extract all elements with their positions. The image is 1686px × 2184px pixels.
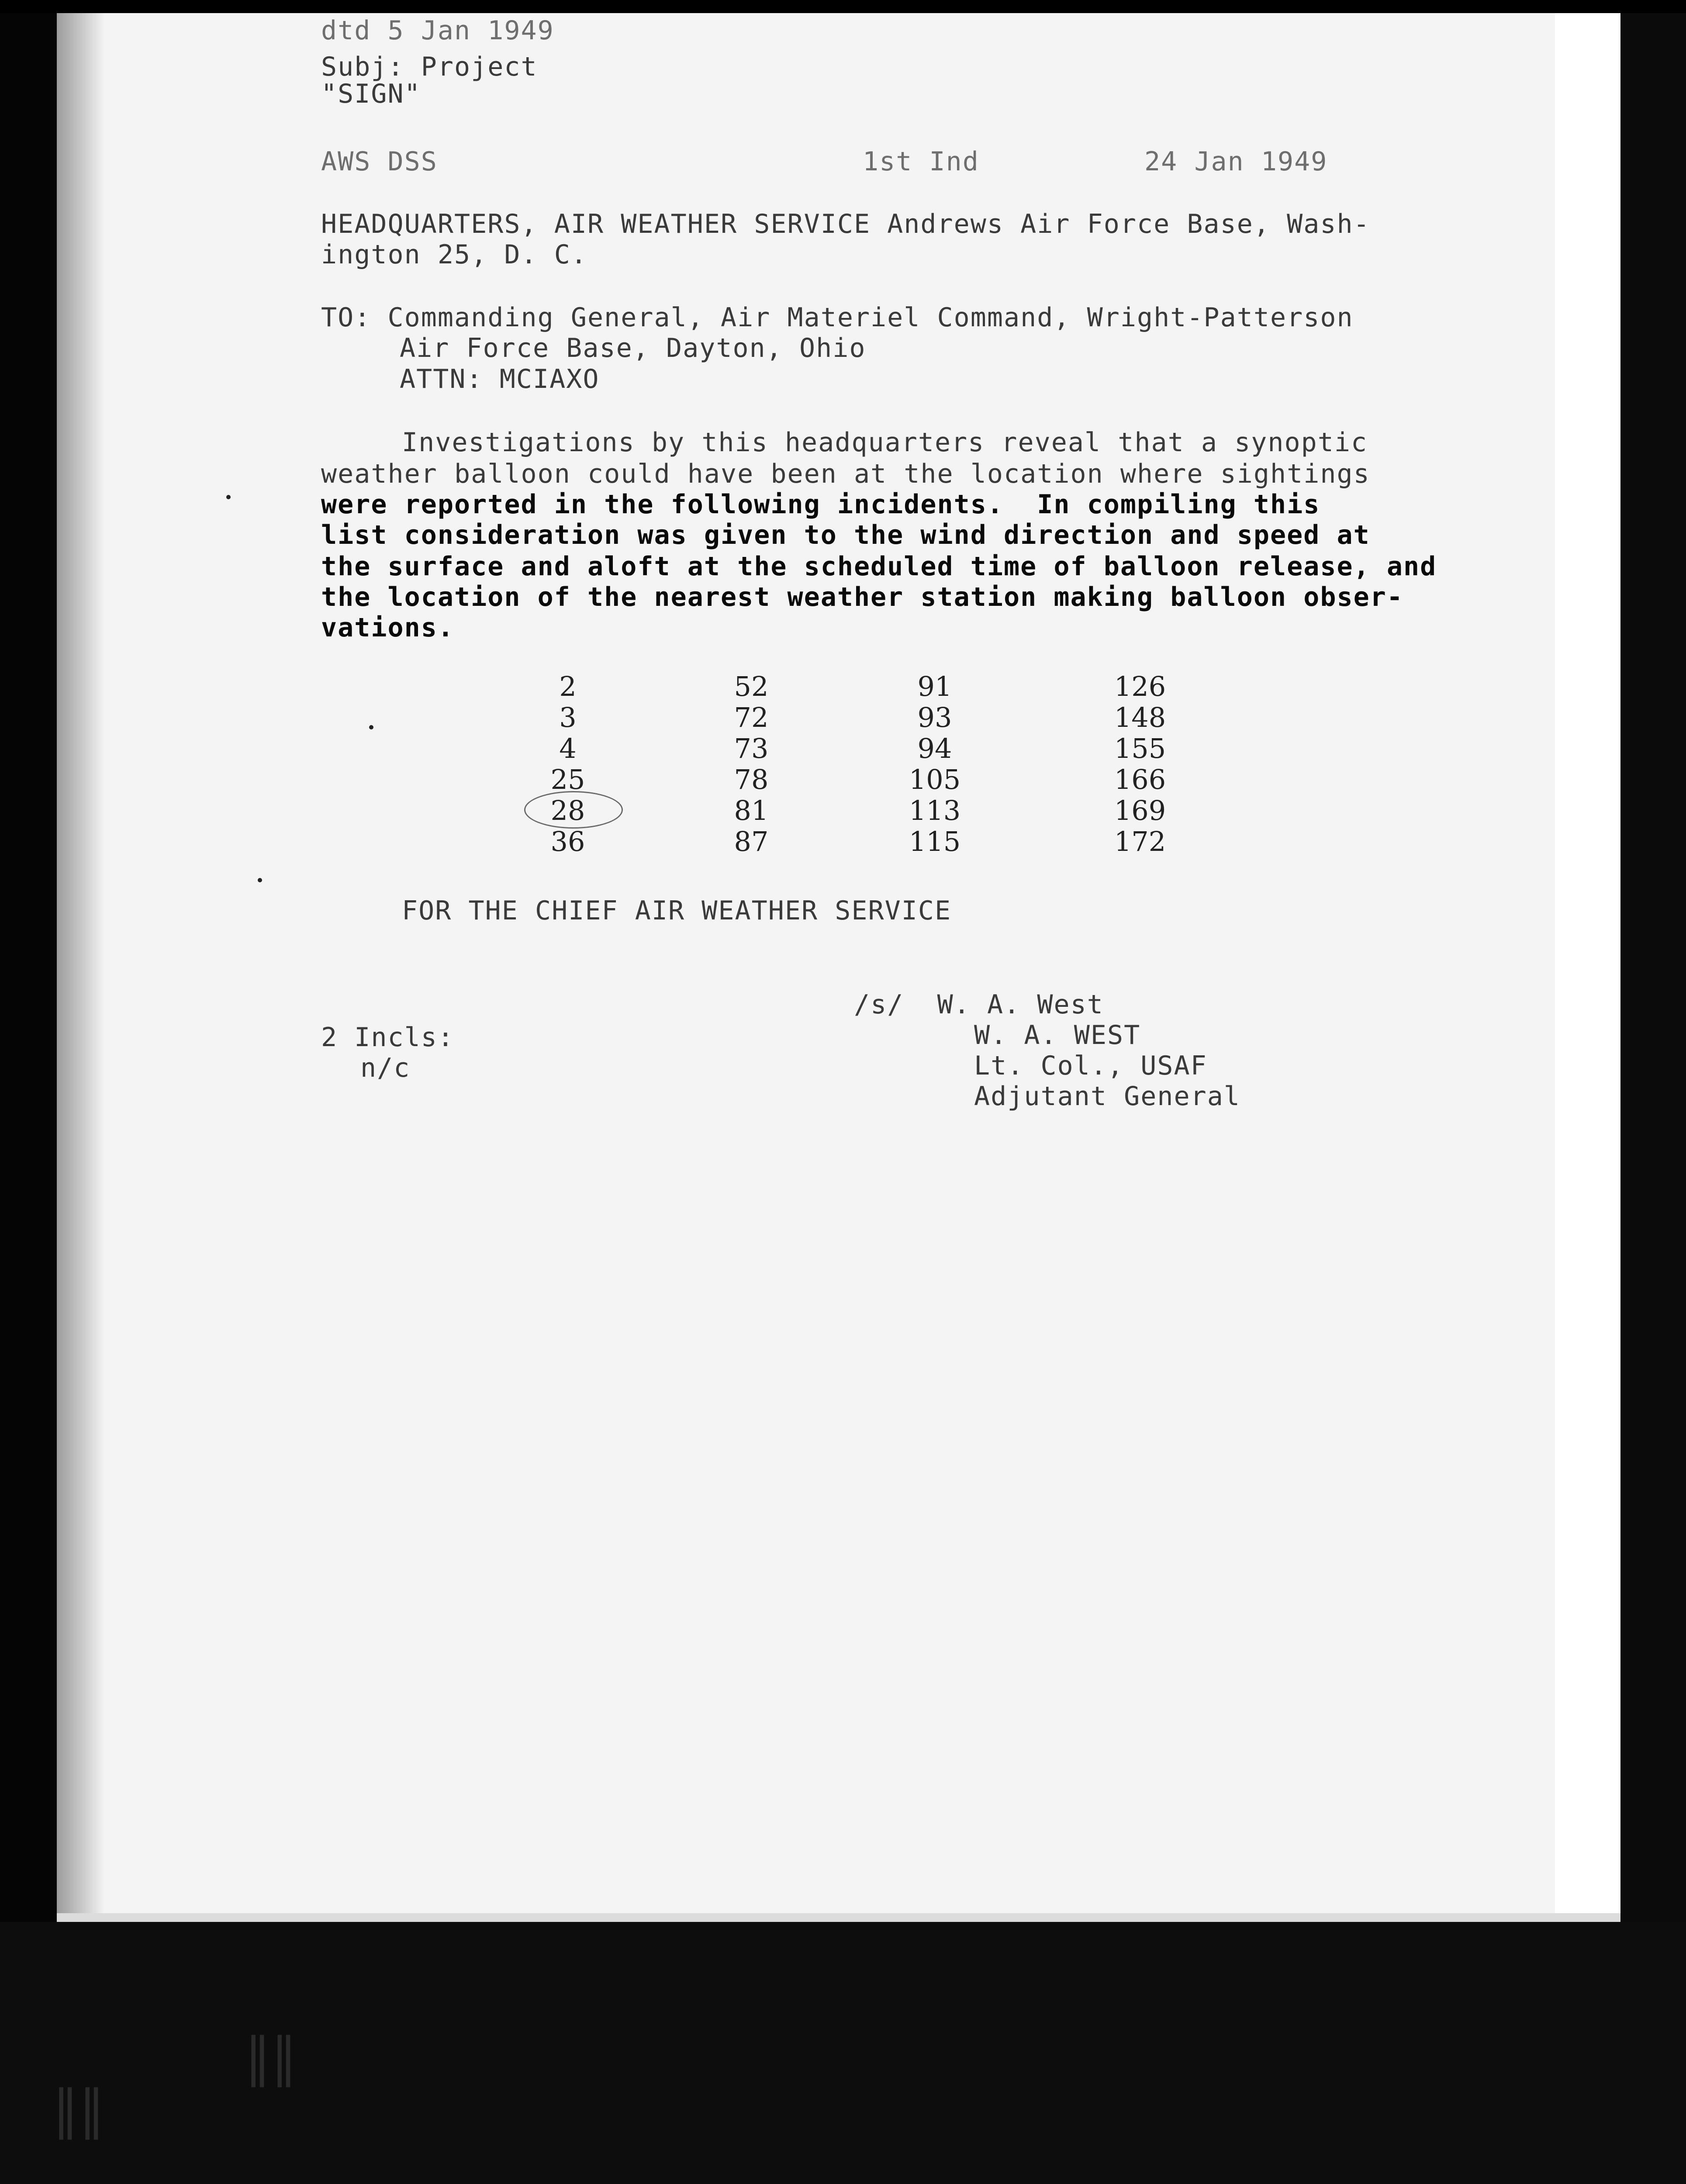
incident-number: 28 xyxy=(550,795,585,826)
signer-name: W. A. WEST xyxy=(974,1020,1141,1051)
stray-mark xyxy=(369,725,373,729)
incident-number: 36 xyxy=(550,826,585,857)
body-line: the surface and aloft at the scheduled time of balloon release, and xyxy=(321,551,1437,582)
incident-number: 91 xyxy=(917,670,952,702)
enclosures-line: n/c xyxy=(360,1053,411,1083)
project-name: "SIGN" xyxy=(321,79,421,109)
incident-number: 148 xyxy=(1114,702,1166,733)
scan-smudge-mark: ‖‖ xyxy=(52,2079,105,2140)
incident-number: 73 xyxy=(734,733,769,764)
to-line: TO: Commanding General, Air Materiel Command, Wright-Patterson xyxy=(321,302,1354,333)
scan-border-top xyxy=(0,0,1686,13)
incident-number: 3 xyxy=(559,702,577,733)
incident-number: 78 xyxy=(734,764,769,795)
incident-number: 113 xyxy=(909,795,961,826)
incident-number: 126 xyxy=(1114,670,1166,702)
incident-number: 169 xyxy=(1114,795,1166,826)
body-line: Investigations by this headquarters reveal that a synoptic xyxy=(402,427,1368,458)
page-highlight xyxy=(1555,13,1620,1922)
incident-number: 4 xyxy=(559,733,577,764)
body-line: the location of the nearest weather station making balloon obser- xyxy=(321,582,1403,612)
subject-line: Subj: Project xyxy=(321,52,538,82)
incident-number: 115 xyxy=(909,826,961,857)
enclosures-line: 2 Incls: xyxy=(321,1022,454,1053)
stray-mark xyxy=(258,878,262,882)
document-page xyxy=(57,13,1620,1922)
incident-number: 72 xyxy=(734,702,769,733)
indorsement-date: 24 Jan 1949 xyxy=(1144,146,1328,177)
from-line: HEADQUARTERS, AIR WEATHER SERVICE Andrews Air Force Base, Wash- xyxy=(321,209,1370,239)
incident-number: 93 xyxy=(917,702,952,733)
signer-rank: Lt. Col., USAF xyxy=(974,1051,1207,1081)
incident-number: 105 xyxy=(909,764,961,795)
body-line: list consideration was given to the wind direction and speed at xyxy=(321,520,1370,550)
signer-title: Adjutant General xyxy=(974,1081,1240,1112)
incident-number: 52 xyxy=(734,670,769,702)
page-bottom-edge xyxy=(57,1913,1620,1923)
incident-number: 155 xyxy=(1114,733,1166,764)
incident-number: 172 xyxy=(1114,826,1166,857)
stray-mark xyxy=(226,495,231,499)
to-line: Air Force Base, Dayton, Ohio xyxy=(400,333,866,363)
body-line: vations. xyxy=(321,612,454,643)
body-line: weather balloon could have been at the location where sightings xyxy=(321,459,1370,489)
office-symbol: AWS DSS xyxy=(321,146,438,177)
incident-number: 81 xyxy=(734,795,769,826)
attention-line: ATTN: MCIAXO xyxy=(400,364,600,394)
signed-name: /s/ W. A. West xyxy=(854,989,1104,1020)
page-shadow xyxy=(57,13,105,1922)
reference-date: dtd 5 Jan 1949 xyxy=(321,15,554,46)
scan-border-left xyxy=(0,0,61,2184)
indorsement-number: 1st Ind xyxy=(863,146,979,177)
scan-smudge-mark: ‖‖ xyxy=(245,2027,297,2087)
incident-number: 2 xyxy=(559,670,577,702)
body-line: were reported in the following incidents. In compiling this xyxy=(321,489,1320,520)
incident-number: 25 xyxy=(550,764,585,795)
closing-line: FOR THE CHIEF AIR WEATHER SERVICE xyxy=(402,895,952,926)
incident-number: 87 xyxy=(734,826,769,857)
incident-number: 166 xyxy=(1114,764,1166,795)
from-line: ington 25, D. C. xyxy=(321,239,587,270)
incident-number: 94 xyxy=(917,733,952,764)
